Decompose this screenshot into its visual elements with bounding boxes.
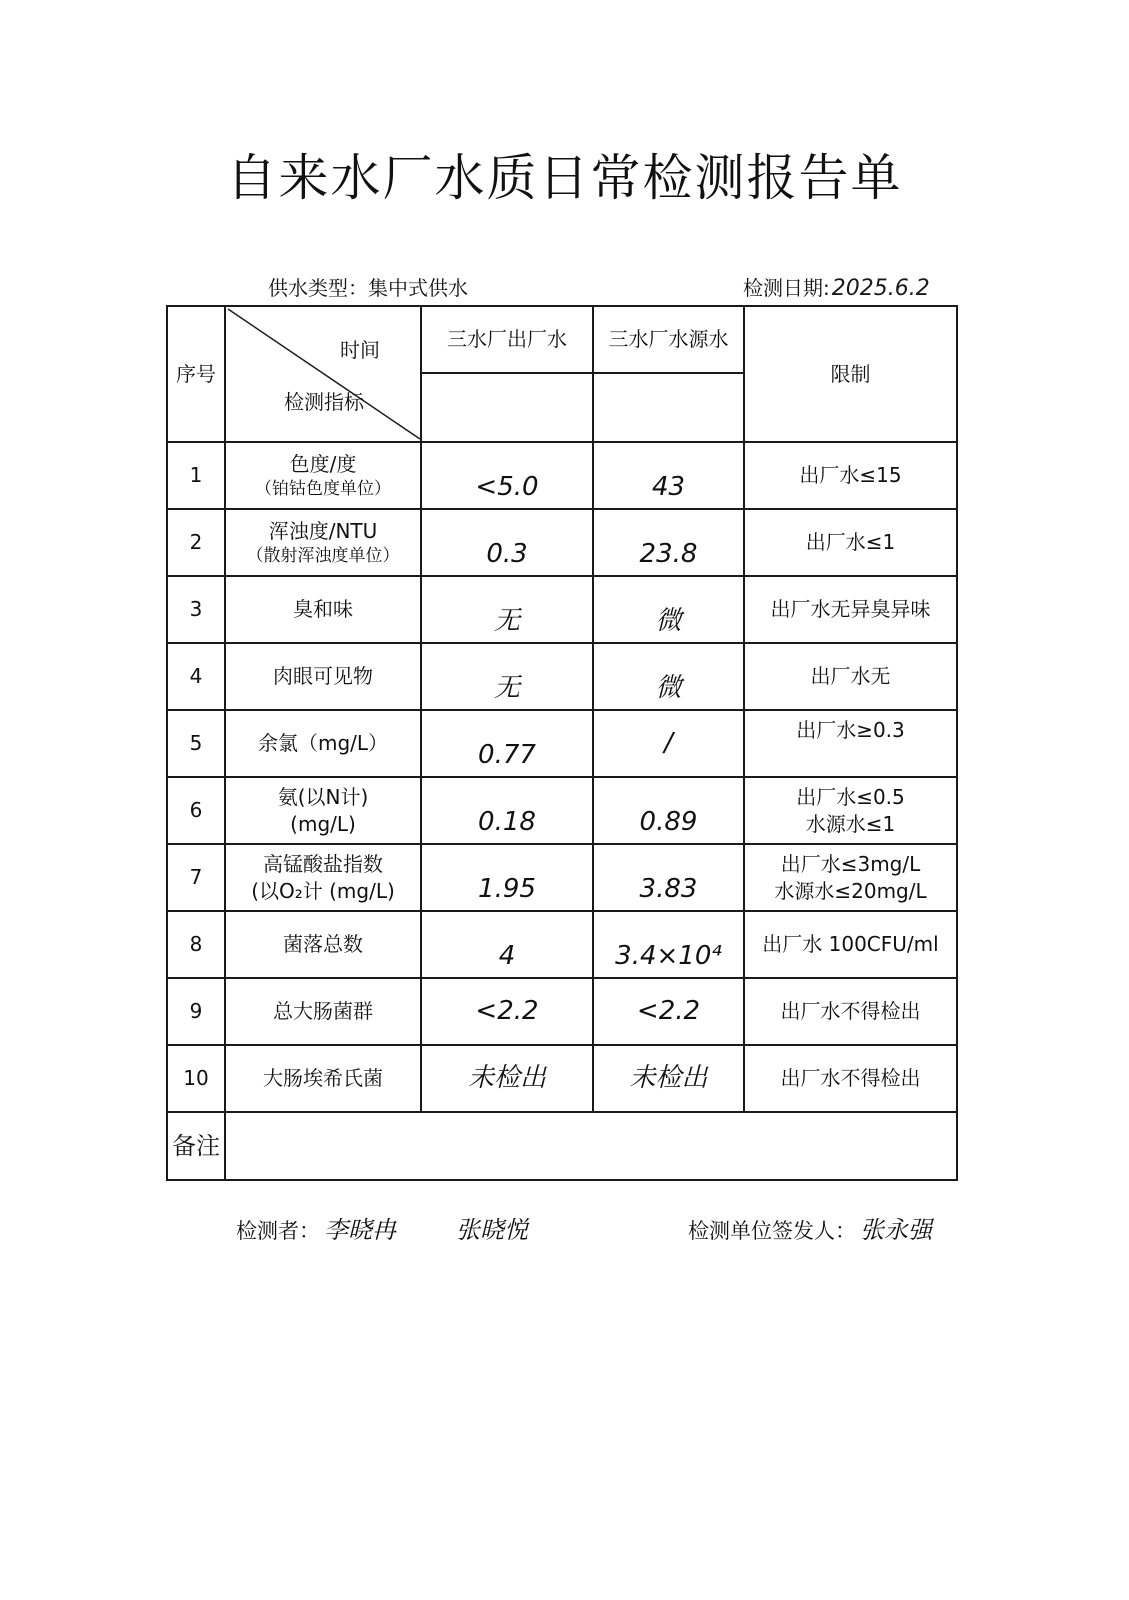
outlet-value: 4 [498, 940, 516, 971]
row-source [593, 643, 744, 710]
header-limit-label: 限制 [830, 361, 871, 386]
limit-text: 出厂水≤15 [799, 463, 902, 487]
row-outlet [421, 576, 593, 643]
indicator-name: 总大肠菌群 [273, 999, 373, 1023]
diagonal-header-cell [226, 307, 420, 441]
header-no [167, 306, 225, 442]
row-indicator [225, 710, 421, 777]
indicator-name: 余氯（mg/L） [257, 731, 389, 755]
limit-text: 出厂水无 [810, 664, 891, 688]
header-outlet-label: 三水厂出厂水 [447, 326, 567, 351]
row-indicator [225, 442, 421, 509]
row-no: 5 [167, 710, 225, 777]
row-no: 6 [167, 777, 225, 844]
issuer-signature: 张永强 [860, 1216, 932, 1244]
indicator-sub: （散射浑浊度单位） [246, 545, 400, 566]
source-value: / [664, 727, 673, 758]
row-source [593, 442, 744, 509]
row-no: 7 [167, 844, 225, 911]
indicator-name: 浑浊度/NTU [268, 518, 378, 543]
row-no: 8 [167, 911, 225, 978]
source-value: 3.4×10⁴ [615, 940, 722, 971]
limit-text: 出厂水无异臭异味 [770, 597, 931, 621]
diagonal-line [226, 307, 422, 441]
header-time: 时间 [340, 338, 380, 362]
header-indicator: 检测指标 [284, 390, 364, 414]
table-row [167, 509, 957, 576]
row-limit [744, 777, 957, 844]
row-source [593, 777, 744, 844]
supply-type [268, 272, 468, 301]
source-value: 0.89 [639, 806, 698, 837]
row-source [593, 844, 744, 911]
tester-signatures [236, 1210, 528, 1245]
limit-text-2: 水源水≤20mg/L [774, 878, 927, 903]
row-indicator [225, 978, 421, 1045]
row-indicator [225, 844, 421, 911]
table-row [167, 777, 957, 844]
header-no-label: 序号 [176, 361, 216, 386]
table-row [167, 576, 957, 643]
indicator-name: 臭和味 [293, 597, 353, 621]
limit-text: 出厂水不得检出 [780, 999, 921, 1023]
supply-type-value: 集中式供水 [368, 276, 468, 300]
remark-row [167, 1112, 957, 1180]
limit-text-2: 水源水≤1 [805, 811, 896, 836]
source-value: 未检出 [629, 1062, 708, 1093]
row-indicator [225, 777, 421, 844]
test-date-value: 2025.6.2 [831, 276, 930, 301]
row-outlet [421, 1045, 593, 1112]
table-row [167, 911, 957, 978]
issuer-signature-block [688, 1210, 932, 1245]
table-row [167, 844, 957, 911]
limit-text: 出厂水≤1 [805, 530, 896, 554]
row-indicator [225, 509, 421, 576]
row-outlet [421, 978, 593, 1045]
source-value: 23.8 [639, 538, 698, 569]
row-limit [744, 576, 957, 643]
row-outlet [421, 442, 593, 509]
limit-text: 出厂水 100CFU/ml [762, 932, 939, 956]
outlet-value: <2.2 [475, 995, 539, 1026]
source-value: <2.2 [636, 995, 701, 1026]
outlet-value: 0.3 [486, 538, 528, 569]
row-no: 9 [167, 978, 225, 1045]
header-diagonal [225, 306, 421, 442]
outlet-value: <5.0 [475, 471, 539, 502]
row-no: 3 [167, 576, 225, 643]
row-outlet [421, 710, 593, 777]
row-limit [744, 710, 957, 777]
row-limit [744, 509, 957, 576]
row-indicator [225, 576, 421, 643]
row-no: 1 [167, 442, 225, 509]
row-limit [744, 1045, 957, 1112]
indicator-name: 高锰酸盐指数 [263, 851, 383, 876]
source-value: 43 [651, 471, 686, 502]
issuer-label: 检测单位签发人： [688, 1219, 856, 1243]
indicator-sub: (以O₂计 (mg/L) [251, 878, 395, 903]
header-outlet [421, 306, 593, 373]
table-row [167, 643, 957, 710]
row-outlet [421, 844, 593, 911]
table-row [167, 442, 957, 509]
row-outlet [421, 911, 593, 978]
row-no: 4 [167, 643, 225, 710]
outlet-value: 0.77 [478, 739, 536, 770]
outlet-value: 0.18 [478, 806, 536, 837]
tester-label: 检测者： [236, 1219, 320, 1243]
limit-text: 出厂水≤3mg/L [780, 851, 921, 876]
row-source [593, 576, 744, 643]
report-table [166, 305, 958, 1181]
row-outlet [421, 777, 593, 844]
header-limit [744, 306, 957, 442]
row-limit [744, 911, 957, 978]
row-source [593, 978, 744, 1045]
outlet-value: 无 [493, 605, 520, 636]
source-value: 微 [655, 605, 682, 636]
indicator-sub: (mg/L) [290, 811, 356, 836]
header-outlet-blank [421, 373, 593, 442]
tester1-signature: 李晓冉 [324, 1216, 396, 1244]
remark-value [225, 1112, 957, 1180]
row-source [593, 710, 744, 777]
limit-text: 出厂水不得检出 [780, 1066, 921, 1090]
test-date [743, 272, 930, 301]
report-title: 自来水厂水质日常检测报告单 [226, 149, 903, 207]
source-value: 微 [655, 672, 682, 703]
limit-text: 出厂水≤0.5 [796, 784, 905, 809]
indicator-name: 肉眼可见物 [273, 664, 373, 688]
outlet-value: 无 [493, 672, 520, 703]
outlet-value: 未检出 [467, 1062, 546, 1093]
row-limit [744, 643, 957, 710]
row-limit [744, 442, 957, 509]
row-source [593, 1045, 744, 1112]
source-value: 3.83 [639, 873, 698, 904]
header-source [593, 306, 744, 373]
indicator-name: 菌落总数 [283, 932, 363, 956]
tester2-signature: 张晓悦 [456, 1216, 528, 1244]
row-limit [744, 978, 957, 1045]
limit-text: 出厂水≥0.3 [796, 718, 905, 742]
table-row [167, 710, 957, 777]
row-source [593, 509, 744, 576]
row-no: 2 [167, 509, 225, 576]
outlet-value: 1.95 [478, 873, 536, 904]
table-row [167, 978, 957, 1045]
indicator-sub: （铂钴色度单位） [255, 478, 391, 499]
supply-type-label: 供水类型： [268, 276, 368, 300]
row-indicator [225, 1045, 421, 1112]
row-no: 10 [167, 1045, 225, 1112]
row-outlet [421, 509, 593, 576]
table-row [167, 1045, 957, 1112]
row-source [593, 911, 744, 978]
row-outlet [421, 643, 593, 710]
indicator-name: 氨(以N计) [277, 784, 369, 809]
header-source-blank [593, 373, 744, 442]
indicator-name: 色度/度 [289, 451, 357, 476]
row-indicator [225, 911, 421, 978]
row-limit [744, 844, 957, 911]
header-source-label: 三水厂水源水 [608, 326, 729, 351]
row-indicator [225, 643, 421, 710]
test-date-label: 检测日期: [743, 276, 830, 300]
indicator-name: 大肠埃希氏菌 [263, 1066, 383, 1090]
remark-label: 备注 [167, 1112, 225, 1180]
